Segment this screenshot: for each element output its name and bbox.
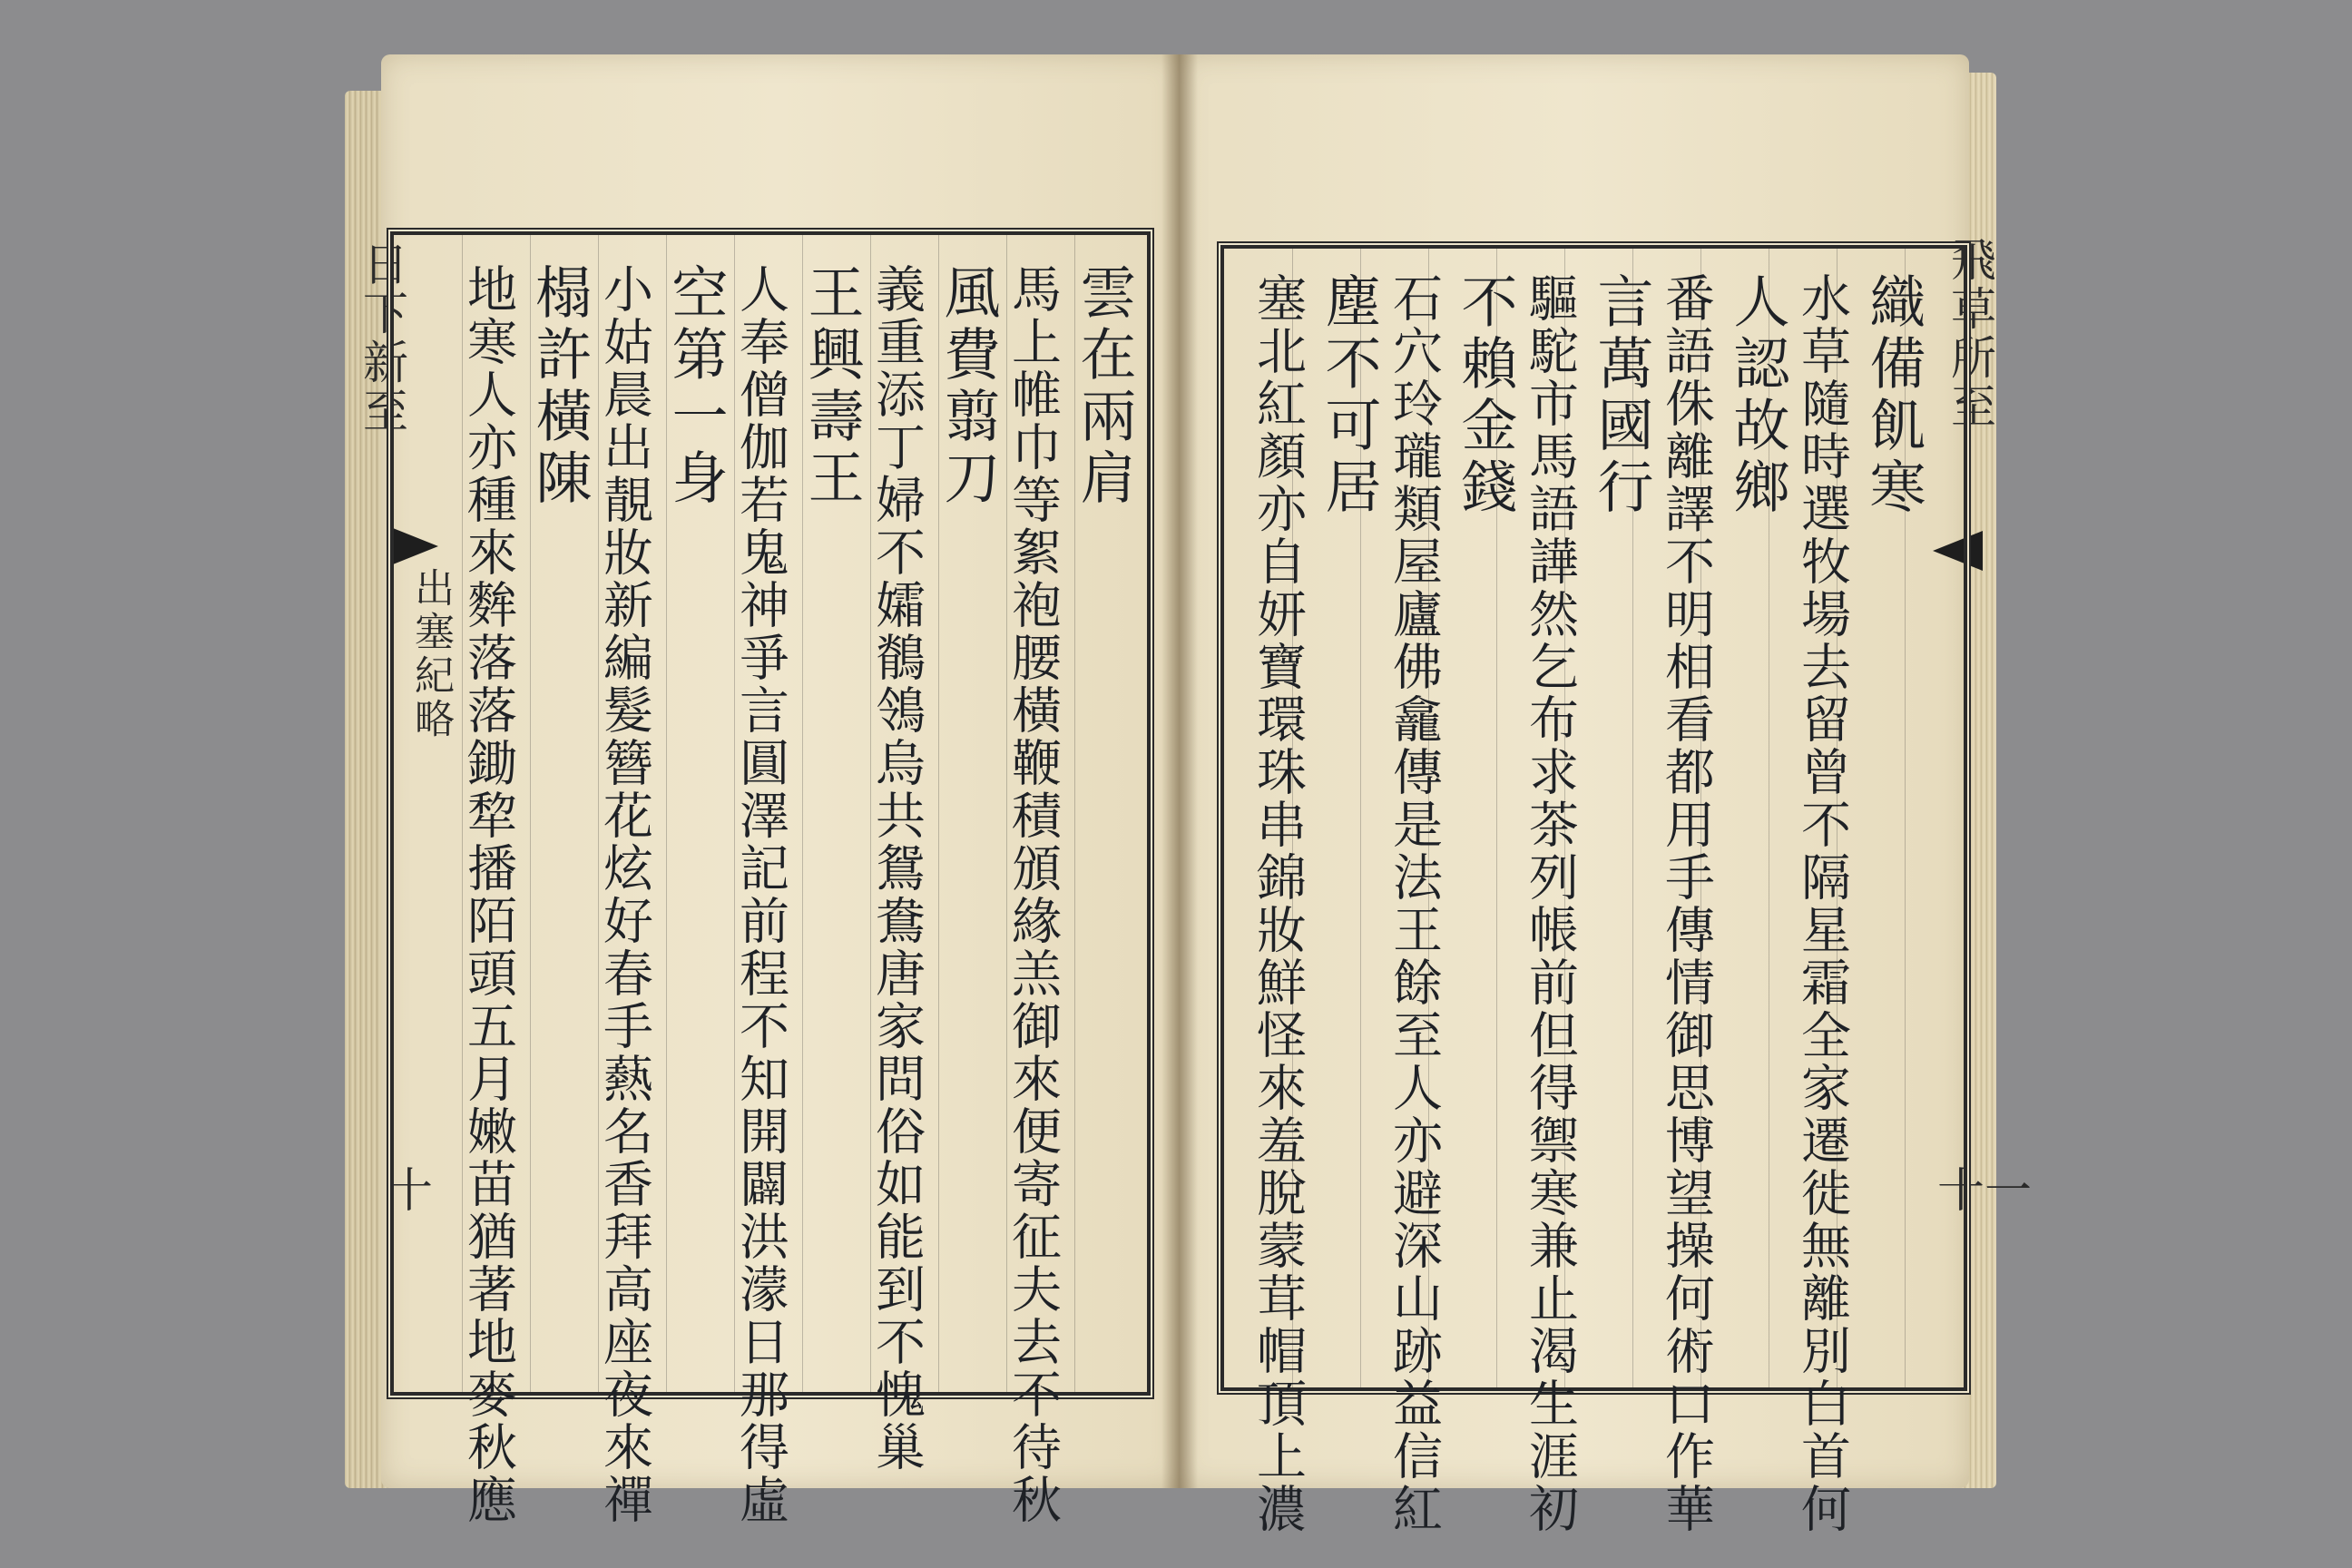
- left-col-10: 地寒人亦種來麰落落鋤犂播陌頭五月嫩苗猶著地麥秋應: [459, 263, 517, 1526]
- right-col-10: 塞北紅顏亦自妍寶環珠串錦妝鮮怪來羞脫蒙茸帽頂上濃: [1249, 272, 1307, 1535]
- right-col-4: 番語侏離譯不明相看都用手傳情御思博望操何術口作華: [1657, 272, 1715, 1535]
- right-margin-title: 飛草所至: [1944, 236, 1996, 432]
- book-gutter: [1161, 54, 1198, 1488]
- left-col-6: 人奉僧伽若鬼神爭言圓澤記前程不知開闢洪濛日那得虛: [731, 263, 789, 1526]
- left-col-7: 空第一身: [662, 263, 729, 510]
- left-col-1: 雲在兩肩: [1071, 263, 1137, 510]
- left-margin-subtitle: 出塞紀略: [407, 567, 454, 741]
- left-col-9: 榻許橫陳: [526, 263, 593, 510]
- left-col-4: 義重添丁婦不孀鶺鴒烏共鴛鴦唐家問俗如能到不愧巢: [867, 263, 926, 1474]
- left-col-2: 馬上帷巾等絮袍腰橫鞭積頒緣羔御來便寄征夫去不待秋: [1004, 263, 1062, 1526]
- right-col-1: 織備飢寒: [1860, 272, 1926, 519]
- right-col-8: 石穴玲瓏類屋廬佛龕傳是法王餘至人亦避深山跡益信紅: [1385, 272, 1443, 1535]
- left-margin-title: 日下新至: [356, 240, 408, 436]
- left-col-5: 王興壽王: [799, 263, 865, 510]
- left-folio: 十: [386, 1164, 434, 1219]
- right-col-9: 塵不可居: [1316, 272, 1382, 519]
- right-col-2: 水草隨時選牧場去留曾不隔星霜全家遷徙無離別白首何: [1793, 272, 1851, 1535]
- right-col-6: 驅駝市馬語譁然乞布求茶列帳前但得禦寒兼止渴生涯初: [1521, 272, 1579, 1535]
- right-col-3: 人認故鄉: [1724, 272, 1790, 519]
- left-col-8: 小姑晨出靚妝新編髮簪花炫好春手爇名香拜高座夜來禪: [595, 263, 653, 1526]
- left-col-3: 風費翦刀: [935, 263, 1001, 510]
- right-col-7: 不賴金錢: [1452, 272, 1518, 519]
- right-folio: 十一: [1937, 1164, 2033, 1219]
- right-col-5: 言萬國行: [1588, 272, 1654, 519]
